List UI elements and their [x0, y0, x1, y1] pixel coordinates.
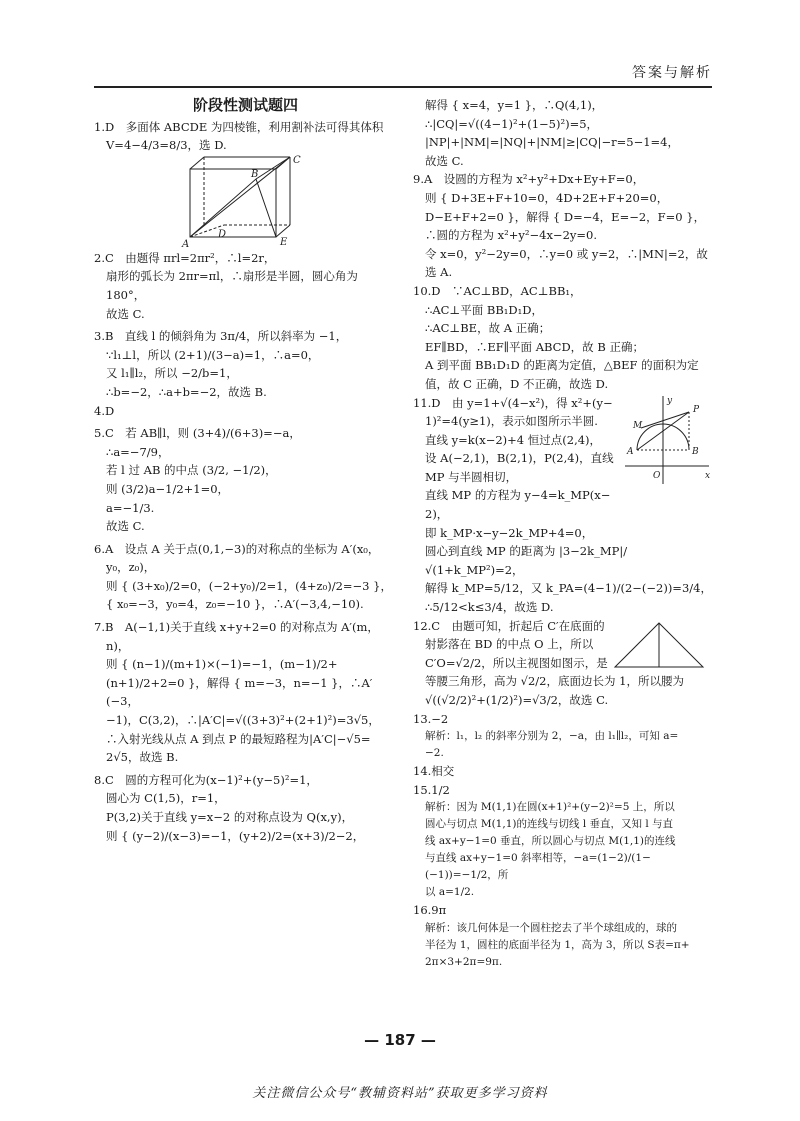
answer-line: ∴b=−2，∴a+b=−2，故选 B. [106, 384, 267, 399]
answer-line: 直线 y=k(x−2)+4 恒过点(2,4)， [425, 432, 602, 447]
answer-line: 解得 k_MP=5/12，又 k_PA=(4−1)/(2−(−2))=3/4， [425, 581, 712, 596]
explanation-line: 圆心与切点 M(1,1)的连线与切线 l 垂直，又知 l 与直 [425, 818, 674, 831]
answer-line: 设 A(−2,1)，B(2,1)，P(2,4)，直线 [425, 451, 614, 466]
semicircle-label: M [633, 420, 643, 431]
answer-line: 解得 { x=4，y=1 }，∴Q(4,1)， [425, 98, 604, 112]
answer-line: 15.1/2 [413, 782, 450, 797]
answer-line: EF∥BD，∴EF∥平面 ABCD，故 B 正确； [425, 339, 644, 354]
left-column [94, 96, 397, 845]
footer-note: 关注微信公众号“教辅资料站”获取更多学习资料 [252, 1086, 548, 1101]
answer-line: 故选 C. [425, 153, 464, 168]
explanation-line: 以 a=1/2. [425, 886, 475, 899]
cube-label: D [218, 228, 227, 240]
semicircle-figure [621, 394, 713, 486]
cube-label: A [182, 238, 190, 249]
answer-line: ∴入射光线从点 A 到点 P 的最短路程为|A′C|−√5= [106, 731, 371, 746]
answer-line: 又 l₁∥l₂，所以 −2/b=1， [106, 366, 238, 381]
answer-line: 故选 C. [106, 519, 145, 534]
header-title: 答案与解析 [632, 65, 712, 81]
explanation-line: 解析：该几何体是一个圆柱挖去了半个球组成的，球的 [425, 921, 677, 934]
answer-line: 值，故 C 正确，D 不正确，故选 D. [425, 376, 609, 391]
answer-line: ∴5/12<k≤3/4，故选 D. [425, 600, 554, 615]
answer-line: 令 x=0，y²−2y=0，∴y=0 或 y=2，∴|MN|=2，故 [425, 246, 708, 261]
explanation-line: 线 ax+y−1=0 垂直，所以圆心与切点 M(1,1)的连线 [425, 835, 676, 848]
cube-figure [94, 155, 397, 249]
cube-label: B [251, 168, 259, 180]
answer-line: 12.C 由题可知，折起后 C′在底面的 [413, 618, 605, 633]
answer-line: MP 与半圆相切， [425, 469, 518, 484]
answer-line: 故选 C. [106, 306, 145, 321]
explanation-line: 2π×3+2π=9π. [425, 955, 503, 968]
semicircle-label: A [627, 446, 634, 457]
semicircle-label: P [693, 404, 700, 415]
answer-line: 10.D ∵AC⊥BD，AC⊥BB₁， [413, 283, 582, 298]
answer-line: 直线 MP 的方程为 y−4=k_MP(x− [425, 488, 611, 503]
answer-line: 9.A 设圆的方程为 x²+y²+Dx+Ey+F=0， [413, 172, 645, 187]
answer-line: 圆心为 C(1,5)，r=1， [106, 791, 226, 806]
answer-line: 14.相交 [413, 764, 455, 779]
header-rule [94, 86, 712, 88]
answer-line: ∴圆的方程为 x²+y²−4x−2y=0. [425, 228, 597, 243]
explanation-line: −2. [425, 747, 444, 760]
answer-line: 选 A. [425, 265, 453, 280]
section-title: 阶段性测试题四 [192, 96, 298, 114]
answer-line: 2)， [425, 507, 449, 522]
answer-line: P(3,2)关于直线 y=x−2 的对称点设为 Q(x,y)， [106, 810, 354, 824]
answer-line: a=−1/3. [106, 500, 155, 515]
answer-line: 13.−2 [413, 711, 449, 726]
answer-line: 11.D 由 y=1+√(4−x²)，得 x²+(y− [413, 395, 613, 410]
answer-line: 扇形的弧长为 2πr=πl，∴扇形是半圆，圆心角为 180°， [106, 269, 358, 302]
answer-line: A 到平面 BB₁D₁D 的距离为定值，△BEF 的面积为定 [425, 358, 699, 373]
answer-line: 圆心到直线 MP 的距离为 |3−2k_MP|/√(1+k_MP²)=2， [425, 544, 628, 577]
explanation-line: 解析：l₁，l₂ 的斜率分别为 2，−a，由 l₁∥l₂，可知 a= [425, 730, 679, 743]
answer-line: ∴AC⊥平面 BB₁D₁D， [425, 302, 543, 317]
semicircle-label: x [705, 470, 711, 481]
answer-line: n)， [106, 638, 130, 653]
answer-line: V=4−4/3=8/3，选 D. [106, 138, 227, 153]
answer-line: 若 l 过 AB 的中点 (3/2, −1/2)， [106, 463, 277, 478]
page-number: — 187 — [364, 1031, 436, 1049]
semicircle-label: O [653, 470, 661, 481]
semicircle-label: B [692, 446, 699, 457]
semicircle-label: y [667, 395, 673, 406]
answer-line: 则 { (n−1)/(m+1)×(−1)=−1，(m−1)/2+(n+1)/2+2=0 }，解得 { m=−3，n=−1 }，∴A′(−3， [106, 657, 373, 709]
answer-line: C′O=√2/2，所以主视图如图示，是 [425, 655, 608, 670]
answer-line: ∴AC⊥BE，故 A 正确； [425, 321, 551, 336]
answer-line: 3.B 直线 l 的倾斜角为 3π/4，所以斜率为 −1， [94, 329, 348, 344]
answer-line: 则 { (3+x₀)/2=0，(−2+y₀)/2=1，(4+z₀)/2=−3 }，{ x₀=−3，y₀=4，z₀=−10 }，∴A′(−3,4,−10). [106, 578, 392, 612]
answer-line: 6.A 设点 A 关于点(0,1,−3)的对称点的坐标为 A′(x₀， [94, 541, 380, 556]
answer-line: 4.D [94, 403, 115, 418]
explanation-line: 半径为 1，圆柱的底面半径为 1，高为 3，所以 S表=π+ [425, 938, 690, 951]
answer-line: 8.C 圆的方程可化为(x−1)²+(y−5)²=1， [94, 772, 318, 787]
answer-line: √((√2/2)²+(1/2)²)=√3/2，故选 C. [425, 693, 609, 707]
answer-line: 则 { (y−2)/(x−3)=−1，(y+2)/2=(x+3)/2−2， [106, 828, 365, 843]
answer-line: 2√5，故选 B. [106, 750, 179, 765]
answer-line: 7.B A(−1,1)关于直线 x+y+2=0 的对称点为 A′(m， [94, 620, 379, 635]
answer-line: ∵l₁⊥l，所以 (2+1)/(3−a)=1，∴a=0， [106, 347, 320, 362]
explanation-line: 解析：因为 M(1,1)在圆(x+1)²+(y−2)²=5 上，所以 [425, 801, 675, 814]
explanation-line: 与直线 ax+y−1=0 斜率相等，−a=(1−2)/(1−(−1))=−1/2，所 [425, 852, 651, 882]
answer-line: 16.9π [413, 903, 447, 918]
answer-line: y₀，z₀)， [106, 560, 156, 575]
answer-line: 1)²=4(y≥1)，表示如图所示半圆. [425, 414, 598, 429]
answer-line: ∴a=−7/9， [106, 444, 170, 459]
answer-line: 等腰三角形，高为 √2/2，底面边长为 1，所以腰为 [425, 674, 684, 689]
answer-line: 则 { D+3E+F+10=0，4D+2E+F+20=0，D−E+F+2=0 }，解得 { D=−4，E=−2，F=0 }， [425, 190, 706, 224]
cube-label: E [280, 236, 288, 248]
answer-line: 即 k_MP·x−y−2k_MP+4=0， [425, 525, 594, 540]
cube-label: C [293, 154, 301, 166]
answer-line: ∴|CQ|=√((4−1)²+(1−5)²)=5， [425, 116, 599, 131]
answer-line: 1.D 多面体 ABCDE 为四棱锥，利用割补法可得其体积 [94, 119, 384, 134]
answer-line: −1)，C(3,2)，∴|A′C|=√((3+3)²+(2+1)²)=3√5， [106, 713, 380, 728]
answer-line: 射影落在 BD 的中点 O 上，所以 [425, 637, 594, 652]
answer-line: 5.C 若 AB∥l，则 (3+4)/(6+3)=−a， [94, 426, 301, 441]
answer-line: 2.C 由题得 πrl=2πr²，∴l=2r， [94, 250, 276, 265]
triangle-figure [609, 617, 709, 673]
answer-line: |NP|+|NM|=|NQ|+|NM|≥|CQ|−r=5−1=4， [425, 135, 679, 150]
answer-line: 则 (3/2)a−1/2+1=0， [106, 481, 230, 496]
right-column [413, 96, 713, 971]
